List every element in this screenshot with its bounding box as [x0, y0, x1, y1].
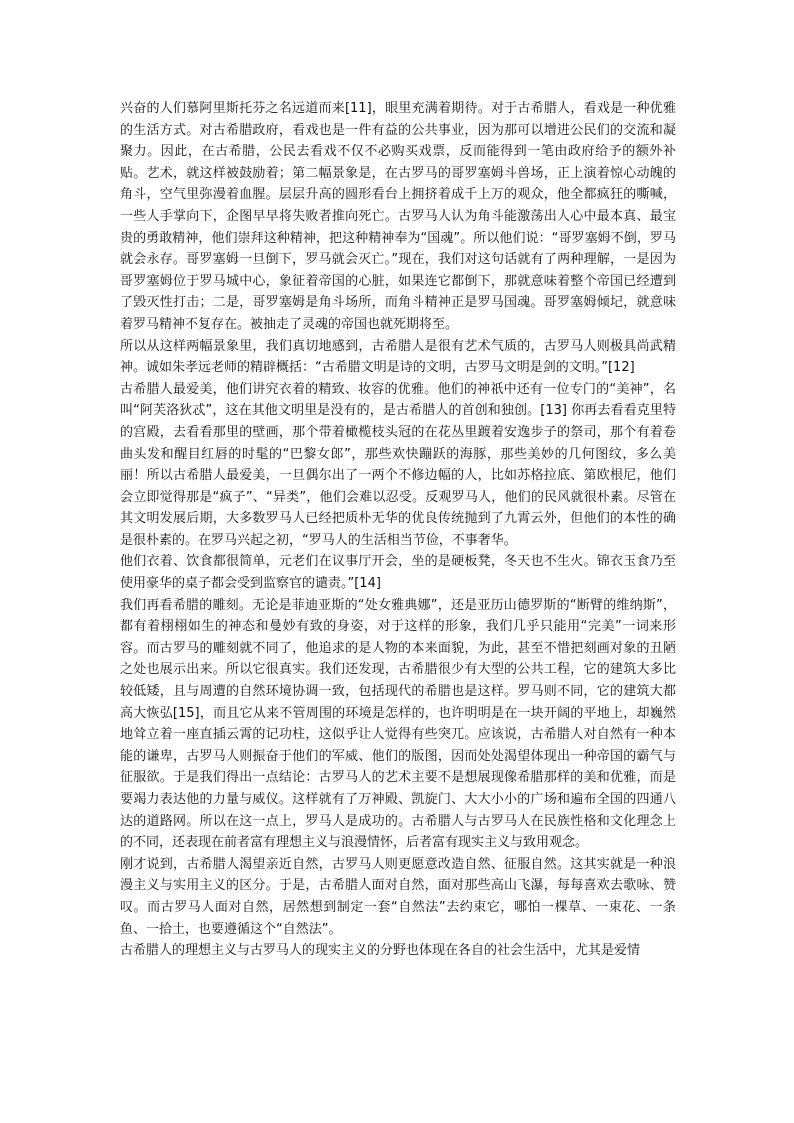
paragraph-5: 我们再看希腊的雕刻。无论是菲迪亚斯的“处女雅典娜”，还是亚历山德罗斯的“断臂的维纳斯”，都有着栩栩如生的神态和曼妙有致的身姿，对于这样的形象，我们几乎只能用“完美”一词来形容。而古罗马的雕刻就不同了，他追求的是人物的本来面貌，为此，甚至不惜把刻画对象的丑陋之处也展示出来。所以它很真实。我们还发现，古希腊很少有大型的公共工程，它的建筑大多比较低矮，且与周遭的自然环境协调一致，包括现代的希腊也是这样。罗马则不同，它的建筑大都高大恢弘[15]，而且它从来不管周围的环境是怎样的，也许明明是在一块开阔的平地上，却巍然地耸立着一座直插云霄的记功柱，这似乎让人觉得有些突兀。应该说，古希腊人对自然有一种本能的谦卑，古罗马人则振奋于他们的军威、他们的版图，因而处处渴望体现出一种帝国的霸气与征服欲。于是我们得出一点结论：古罗马人的艺术主要不是想展现像希腊那样的美和优雅，而是要竭力表达他的力量与威仪。这样就有了万神殿、凯旋门、大大小小的广场和遍布全国的四通八达的道路网。所以在这一点上，罗马人是成功的。古希腊人与古罗马人在民族性格和文化理念上的不同，还表现在前者富有理想主义与浪漫情怀，后者富有现实主义与致用观念。: [120, 597, 676, 851]
paragraph-1: 兴奋的人们慕阿里斯托芬之名远道而来[11]，眼里充满着期待。对于古希腊人，看戏是一种优雅的生活方式。对古希腊政府，看戏也是一件有益的公共事业，因为那可以增进公民们的交流和凝聚力。因此，在古希腊，公民去看戏不仅不必购买戏票，反而能得到一笔由政府给予的额外补贴。艺术，就这样被鼓励着；第二幅景象是，在古罗马的哥罗塞姆斗兽场，正上演着惊心动魄的角斗，空气里弥漫着血腥。层层升高的圆形看台上拥挤着成千上万的观众，他全都疯狂的嘶喊，一些人手掌向下，企图早早将失败者推向死亡。古罗马人认为角斗能激荡出人心中最本真、最宝贵的勇敢精神，他们崇拜这种精神，把这种精神奉为“国魂”。所以他们说：“哥罗塞姆不倒，罗马就会永存。哥罗塞姆一旦倒下，罗马就会灭亡。”现在，我们对这句话就有了两种理解，一是因为哥罗塞姆位于罗马城中心，象征着帝国的心脏，如果连它都倒下，那就意味着整个帝国已经遭到了毁灭性打击；二是，哥罗塞姆是角斗场所，而角斗精神正是罗马国魂。哥罗塞姆倾圮，就意味着罗马精神不复存在。被抽走了灵魂的帝国也就死期将至。: [120, 101, 676, 332]
paragraph-4: 他们衣着、饮食都很简单，元老们在议事厅开会，坐的是硬板凳，冬天也不生火。锦衣玉食乃至使用豪华的桌子都会受到监察官的谴责。”[14]: [120, 554, 676, 592]
paragraph-3: 古希腊人最爱美，他们讲究衣着的精致、妆容的优雅。他们的神祇中还有一位专门的“美神”，名叫“阿芙洛狄忒”，这在其他文明里是没有的，是古希腊人的首创和独创。[13] 你再去看看克里特的宫殿，去看看那里的壁画，那个带着橄榄枝头冠的在花丛里踱着安逸步子的祭司，那个有着卷曲头发和醒目红唇的时髦的“巴黎女郎”，那些欢快蹦跃的海豚，那些美妙的几何图纹，多么美丽！所以古希腊人最爱美，一旦偶尔出了一两个不修边幅的人，比如苏格拉底、第欧根尼，他们会立即觉得那是“疯子”、“异类”，他们会难以忍受。反观罗马人，他们的民风就很朴素。尽管在其文明发展后期，大多数罗马人已经把质朴无华的优良传统抛到了九霄云外，但他们的本性的确是很朴素的。在罗马兴起之初，“罗马人的生活相当节俭，不事奢华。: [120, 381, 676, 548]
paragraph-2: 所以从这样两幅景象里，我们真切地感到，古希腊人是很有艺术气质的，古罗马人则极具尚武精神。诚如朱孝远老师的精辟概括：“古希腊文明是诗的文明，古罗马文明是剑的文明。”[12]: [120, 338, 676, 376]
paragraph-6: 刚才说到，古希腊人渴望亲近自然，古罗马人则更愿意改造自然、征服自然。这其实就是一种浪漫主义与实用主义的区分。于是，古希腊人面对自然，面对那些高山飞瀑，每每喜欢去歌咏、赞叹。而古罗马人面对自然，居然想到制定一套“自然法”去约束它，哪怕一棵草、一束花、一条鱼、一拾土，也要遵循这个“自然法”。: [120, 856, 676, 937]
paragraph-7: 古希腊人的理想主义与古罗马人的现实主义的分野也体现在各自的社会生活中，尤其是爱情: [120, 943, 641, 959]
document-body: [120, 98, 676, 962]
